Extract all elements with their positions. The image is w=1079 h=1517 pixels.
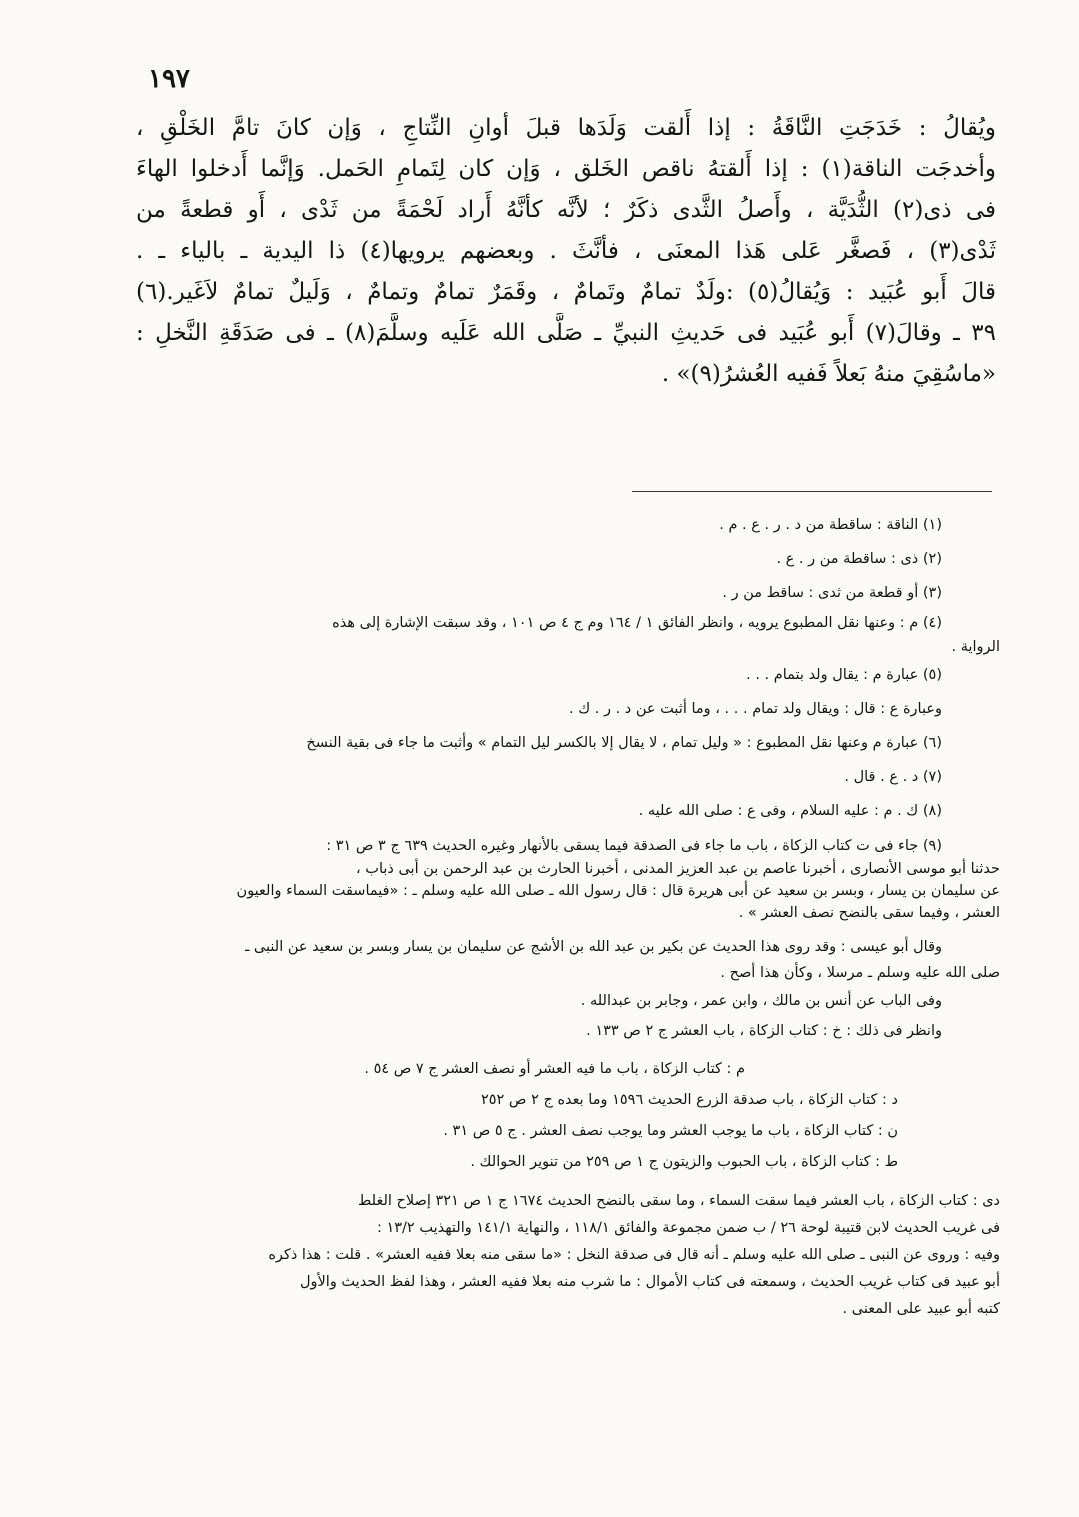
reference-line: ن : كتاب الزكاة ، باب ما يوجب العشر وما يوجب نصف العشر . ج ٥ ص ٣١ . [443, 1123, 898, 1139]
see-also-line: وانظر فى ذلك : خ : كتاب الزكاة ، باب العشر ج ٢ ص ١٣٣ . [586, 1023, 942, 1039]
reference-line: م : كتاب الزكاة ، باب ما فيه العشر أو نصف العشر ج ٧ ص ٥٤ . [364, 1061, 745, 1077]
main-line: وأخدجَت الناقة(١) : إذا أَلقتهُ ناقص الخَلق ، وَإن كان لِتَمامِ الحَمل. وَإنَّما أَدخلوا الهاءَ [136, 156, 996, 182]
main-line: ٣٩ ـ وقالَ(٧) أَبو عُبَيد فى حَديثِ النبيِّ ـ صَلَّى الله عَلَيه وسلَّمَ(٨) ـ فى صَدَقَةِ النَّخلِ : [136, 320, 996, 346]
footnote-continuation: عن سليمان بن يسار ، وبسر بن سعيد عن أبى هريرة قال : قال رسول الله ـ صلى الله عليه وسلم ـ : «فيماسقت السماء والعيون [236, 883, 1000, 899]
footnote: (٦) عبارة م وعنها نقل المطبوع : « وليل تمام ، لا يقال إلا بالكسر ليل التمام » وأثبت ما جاء فى بقية النسخ [306, 735, 942, 751]
final-note-line: وفيه : وروى عن النبى ـ صلى الله عليه وسلم ـ أنه قال فى صدقة النخل : «ما سقى منه بعلا ففيه العشر» . قلت : هذا ذكره [268, 1247, 1000, 1263]
narration-line: صلى الله عليه وسلم ـ مرسلا ، وكأن هذا أصح . [720, 965, 1000, 981]
final-note-line: فى غريب الحديث لابن قتيبة لوحة ٢٦ / ب ضمن مجموعة والفائق ١١٨/١ ، والنهاية ١٤١/١ والتهذيب ١٣/٢ : [376, 1220, 1000, 1236]
footnote: (١) الناقة : ساقطة من د . ر . ع . م . [719, 517, 942, 533]
narration-line: وقال أبو عيسى : وقد روى هذا الحديث عن بكير بن عبد الله بن الأشج عن سليمان بن يسار وبسر بن سعيد عن النبى ـ [245, 939, 942, 955]
footnote: (٢) ذى : ساقطة من ر . ع . [776, 551, 942, 567]
footnote: (٧) د . ع . قال . [844, 769, 942, 785]
footnotes [120, 508, 1000, 1323]
main-line: «ماسُقِيَ منهُ بَعلاً فَفيه العُشرُ(٩)» . [661, 361, 996, 387]
footnote: (٤) م : وعنها نقل المطبوع يرويه ، وانظر الفائق ١ / ١٦٤ وم ج ٤ ص ١٠١ ، وقد سبقت الإشارة إلى هذه [332, 615, 942, 631]
bab-line: وفى الباب عن أنس بن مالك ، وابن عمر ، وجابر بن عبدالله . [580, 993, 942, 1009]
footnote: (٨) ك . م : عليه السلام ، وفى ع : صلى الله عليه . [638, 803, 942, 819]
main-line: قالَ أَبو عُبَيد : وَيُقالُ(٥) :ولَدٌ تمامٌ وتَمامٌ ، وقَمَرٌ تمامٌ وتمامٌ ، وَلَيلٌ تمامٌ لاَغَير.(٦) [136, 279, 996, 305]
footnote: (٣) أو قطعة من ثدى : ساقط من ر . [722, 585, 942, 601]
main-line: ويُقالُ : خَدَجَتِ النَّاقَةُ : إذا أَلقت وَلَدَها قبلَ أوانِ النِّتاجِ ، وَإن كانَ تامَّ الخَلْقِ ، [136, 115, 996, 141]
final-note-line: أبو عبيد فى كتاب غريب الحديث ، وسمعته فى كتاب الأموال : ما شرب منه بعلا ففيه العشر ، وهذا لفظ الحديث والأول [299, 1274, 1000, 1290]
main-line: ثَدْى(٣) ، فَصغَّر عَلى هَذا المعنَى ، فأنَّثَ . وبعضهم يرويها(٤) ذا اليدية ـ بالياء ـ . [136, 238, 996, 264]
main-text [136, 108, 996, 395]
footnote-continuation: العشر ، وفيما سقى بالنضح نصف العشر » . [738, 905, 1000, 921]
main-line: فى ذى(٢) الثُّدَيَّة ، وأَصلُ الثَّدى ذكَرٌ ؛ لأنَّه كأنَّهُ أَراد لَحْمَةً من ثَدْى ، أَو قطعةً من [136, 197, 996, 223]
footnote-continuation: حدثنا أبو موسى الأنصارى ، أخبرنا عاصم بن عبد العزيز المدنى ، أخبرنا الحارث بن عبد الرحمن بن أبى ذباب ، [356, 861, 1000, 877]
final-note-line: كتبه أبو عبيد على المعنى . [842, 1301, 1000, 1317]
reference-line: ط : كتاب الزكاة ، باب الحبوب والزيتون ج ١ ص ٢٥٩ من تنوير الحوالك . [470, 1154, 898, 1170]
footnote: (٩) جاء فى ت كتاب الزكاة ، باب ما جاء فى الصدقة فيما يسقى بالأنهار وغيره الحديث ٦٣٩ ج ٣ ص ٣١ : [326, 838, 942, 854]
footnote-continuation: الرواية . [951, 639, 1000, 655]
footnote-separator [632, 491, 992, 492]
final-note-line: دى : كتاب الزكاة ، باب العشر فيما سقت السماء ، وما سقى بالنضح الحديث ١٦٧٤ ج ١ ص ٣٢١ إصلاح الغلط [357, 1193, 1000, 1209]
footnote: وعبارة ع : قال : ويقال ولد تمام . . . ، وما أثبت عن د . ر . ك . [568, 701, 942, 717]
footnote: (٥) عبارة م : يقال ولد بتمام . . . [746, 667, 942, 683]
reference-line: د : كتاب الزكاة ، باب صدقة الزرع الحديث ١٥٩٦ وما بعده ج ٢ ص ٢٥٢ [480, 1092, 898, 1108]
page-number: ١٩٧ [148, 64, 190, 94]
